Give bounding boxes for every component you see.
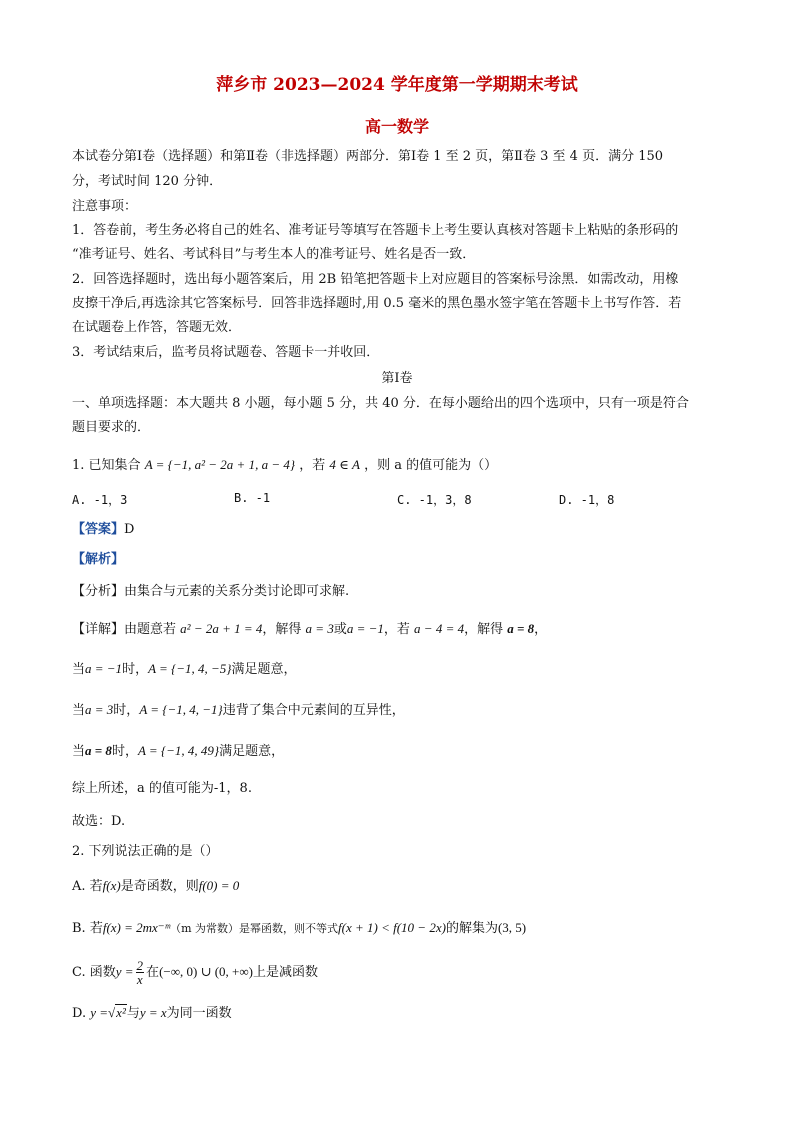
case1-cond: a = −1 [85,661,123,676]
note-1b: “准考证号、姓名、考试科目”与考生本人的准考证号、姓名是否一致． [72,247,476,262]
q1-stem [72,455,732,476]
q2d-suffix: 为同一函数 [166,1006,232,1021]
detail-text-4: ，若 [383,622,410,637]
q2c-y: y = [115,964,134,979]
q1-answer-line [72,520,732,540]
detail-root-3: a = 8 [507,621,535,636]
q1-summary: 综上所述，a 的值可能为-1，8. [72,781,252,796]
notes-heading: 注意事项： [72,199,138,214]
q1-option-d: D. -1，8 [559,493,615,507]
note-1a: 1．答卷前，考生务必将自己的姓名、准考证号等填写在答题卡上考生要认真核对答题卡上粘贴的条形码的 [72,223,679,238]
q1-detail-line [72,619,732,640]
case1-then: 时， [122,662,149,677]
q2-option-d [72,1003,732,1024]
detail-root-2: a = −1 [346,621,384,636]
answer-tag: 【答案】 [72,522,125,537]
q2d-y2: y = x [139,1005,167,1020]
case2-result: 违背了集合中元素间的互异性， [222,703,405,718]
q1-fenxi-line [72,582,732,602]
case2-cond: a = 3 [85,702,114,717]
q1-analysis-line [72,550,732,570]
case3-result: 满足题意， [219,744,285,759]
q1-middle: ，若 [299,458,326,473]
q2a-middle: 是奇函数，则 [120,879,199,894]
detail-text-2: ，解得 [262,622,302,637]
q1-choose: 故选：D. [72,814,126,829]
fenxi-tag: 【分析】 [72,584,125,599]
fenxi-text: 由集合与元素的关系分类讨论即可求解. [124,584,350,599]
note-2a: 2．回答选择题时，选出每小题答案后，用 2B 铅笔把答题卡上对应题目的答案标号涂黑．如需改动，用橡 [72,272,679,287]
case1-set: A = {−1, 4, −5} [148,661,232,676]
note-3: 3．考试结束后，监考员将试题卷、答题卡一并收回． [72,345,380,360]
q2-stem: 2. 下列说法正确的是（） [72,844,219,859]
section-heading-b: 题目要求的． [72,420,151,435]
q2b-note: （m 为常数）是幂函数，则不等式 [170,922,339,935]
case3-set: A = {−1, 4, 49} [137,743,220,758]
q1-answer: D [124,522,135,537]
case3-then: 时， [111,744,138,759]
case2-set: A = {−1, 4, −1} [139,702,223,717]
case3-when: 当 [72,744,86,759]
intro-line-2: 分，考试时间 120 分钟． [72,174,223,189]
intro-line-1: 本试卷分第Ⅰ卷（选择题）和第Ⅱ卷（非选择题）两部分．第Ⅰ卷 1 至 2 页，第Ⅱ卷 3 至 4 页．满分 150 [72,149,664,164]
detail-text-1: 由题意若 [124,622,177,637]
section-heading-a: 一、单项选择题：本大题共 8 小题，每小题 5 分，共 40 分．在每小题给出的四个选项中，只有一项是符合 [72,396,689,411]
q1-prefix: 1. 已知集合 [72,458,141,473]
detail-root-1: a = 3 [305,621,334,636]
detail-text-6: ， [534,622,548,637]
q2d-with: 与 [126,1006,140,1021]
q2c-in: 在 [146,965,160,980]
q2b-set-text: 的解集为 [445,921,498,936]
q2b-inequality: f(x + 1) < f(10 − 2x) [338,920,446,935]
q2a-value: f(0) = 0 [198,878,240,893]
q2c-domain: (−∞, 0) ∪ (0, +∞) [159,964,253,979]
q2a-prefix: A. 若 [72,879,103,894]
q1-set-expr: A = {−1, a² − 2a + 1, a − 4} [144,457,296,472]
exam-title: 萍乡市 2023—2024 学年度第一学期期末考试 [216,75,578,95]
q2c-denominator: x [136,972,143,987]
q1-condition: 4 ∈ A [329,457,360,472]
note-2b: 皮擦干净后,再选涂其它答案标号．回答非选择题时,用 0.5 毫米的黑色墨水签字笔在答题卡上书写作答．若 [72,296,682,311]
case1-when: 当 [72,662,86,677]
q2d-radicand: x² [116,1005,126,1020]
q2-option-a [72,876,732,897]
q1-case-2 [72,700,732,721]
subject-title: 高一数学 [364,117,429,136]
q2d-y: y = [90,1005,109,1020]
case3-cond: a = 8 [85,743,112,758]
case2-when: 当 [72,703,86,718]
q1-suffix: ，则 a 的值可能为（） [364,458,498,473]
q2d-prefix: D. [72,1006,87,1021]
q2-option-b [72,918,732,939]
q2b-function: f(x) = 2mx⁻ᵐ [102,920,171,935]
detail-text-5: ，解得 [464,622,504,637]
q2a-function: f(x) [102,878,121,893]
q1-option-c: C. -1，3，8 [397,493,472,507]
case1-result: 满足题意， [231,662,297,677]
analysis-tag: 【解析】 [72,552,125,567]
case2-then: 时， [113,703,140,718]
part1-title: 第Ⅰ卷 [381,371,413,386]
xiangjie-tag: 【详解】 [72,622,125,637]
q1-case-3 [72,741,732,762]
q2-option-c [72,957,732,987]
detail-equation-2: a − 4 = 4 [414,621,465,636]
detail-equation-1: a² − 2a + 1 = 4 [180,621,263,636]
note-2c: 在试题卷上作答，答题无效． [72,320,242,335]
q1-option-a: A. -1，3 [72,493,128,507]
q2c-prefix: C. 函数 [72,965,116,980]
q1-option-b: B. -1 [234,491,271,505]
detail-text-3: 或 [333,622,347,637]
q2c-fraction [136,959,145,986]
q2b-interval: (3, 5) [497,920,527,935]
q2b-prefix: B. 若 [72,921,103,936]
q2d-sqrt: √x² [108,1005,126,1020]
q2c-numerator: 2 [136,958,144,973]
q1-case-1 [72,659,732,680]
q2c-suffix: 上是减函数 [252,965,318,980]
